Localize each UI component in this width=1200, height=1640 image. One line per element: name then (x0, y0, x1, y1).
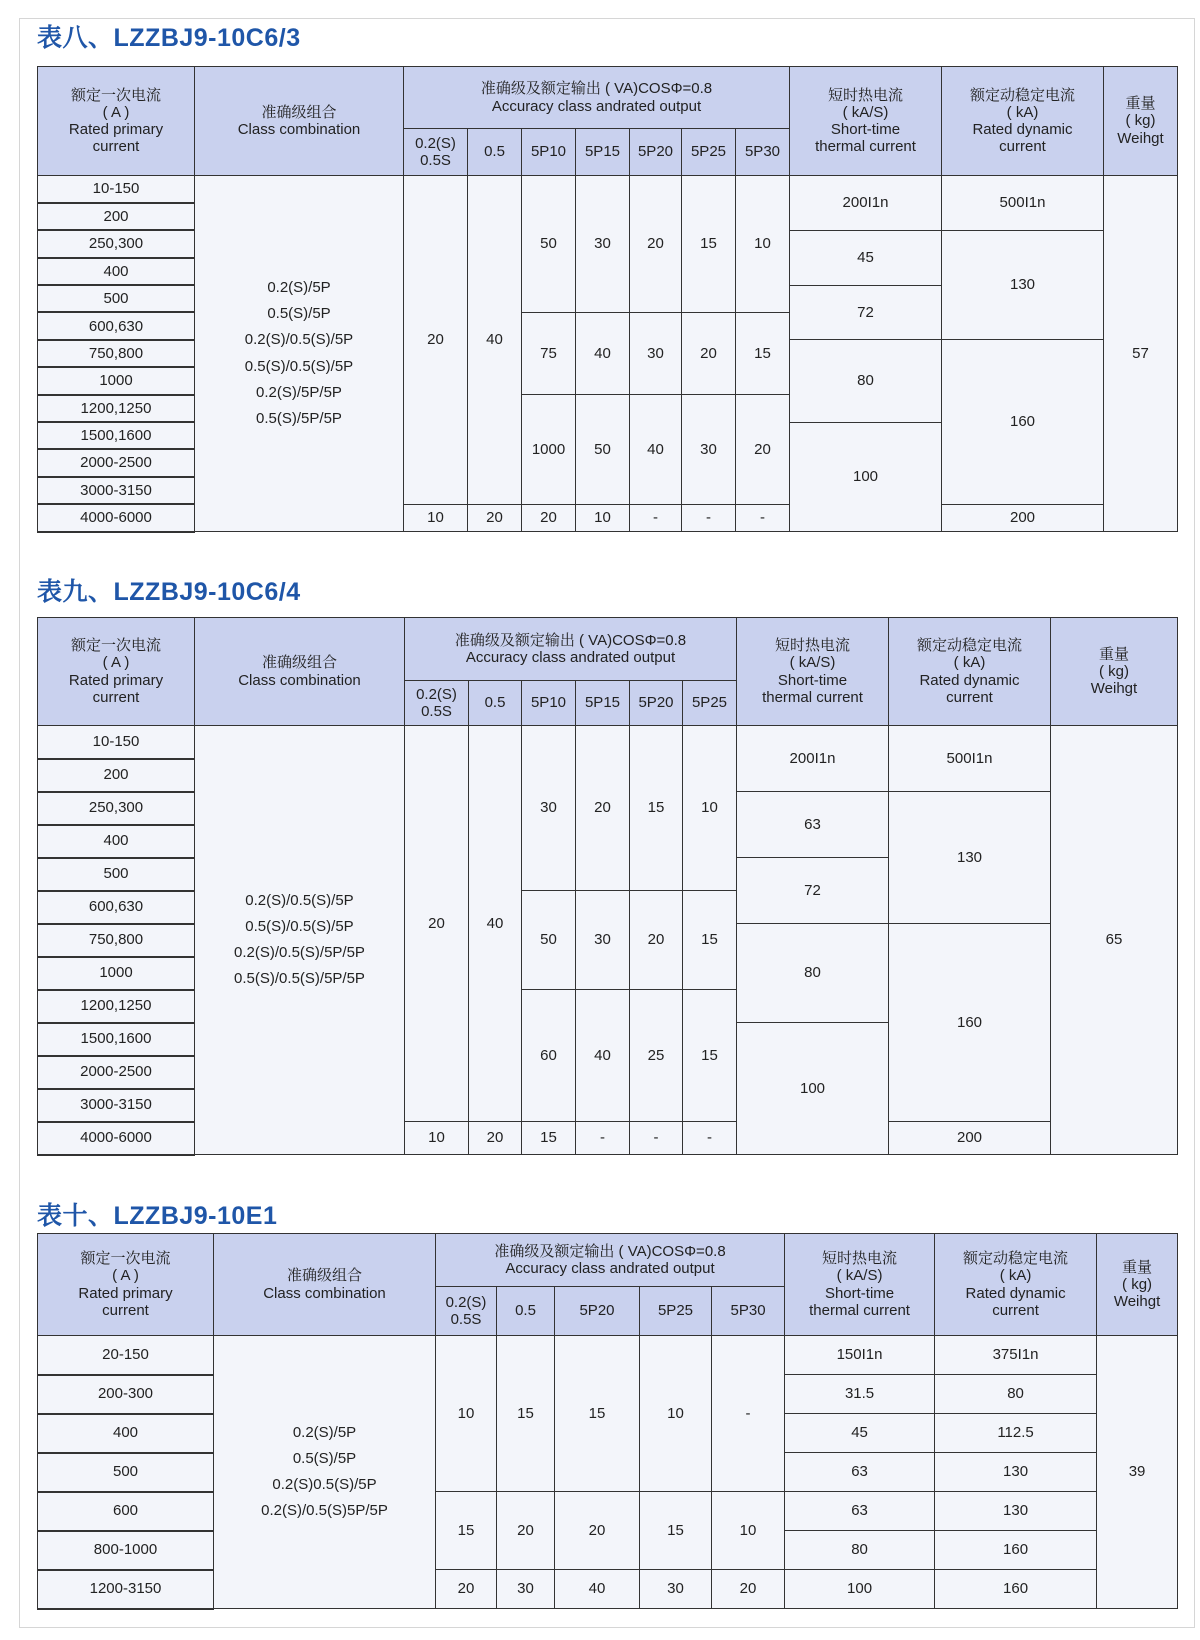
header-accuracy-col-line: 0.2(S) (415, 134, 456, 152)
header-accuracy-col (404, 129, 468, 176)
rated-current-cell: 3000-3150 (38, 477, 195, 504)
accuracy-value-cell: 30 (522, 726, 576, 891)
header-dynamic-current-line: current (992, 1301, 1039, 1319)
header-rated-current-line: current (92, 138, 140, 156)
rated-current-cell: 20-150 (38, 1336, 214, 1375)
header-dynamic-current-line: Rated dynamic (919, 671, 1020, 689)
accuracy-value-cell: 15 (436, 1492, 497, 1570)
header-weight (1104, 67, 1178, 176)
accuracy-value-cell: 20 (736, 395, 790, 505)
accuracy-value-cell: - (712, 1336, 785, 1492)
table-title: 表十、LZZBJ9-10E1 (37, 1202, 278, 1230)
rated-current-cell: 200-300 (38, 1375, 214, 1414)
dynamic-current-cell: 80 (935, 1375, 1097, 1414)
header-accuracy-output-line: 准确级及额定输出 ( VA)COSΦ=0.8 (480, 80, 713, 98)
class-combination-cell-line: 0.5(S)/0.5(S)/5P (244, 357, 354, 375)
header-class-combination (195, 67, 404, 176)
rated-current-cell: 10-150 (38, 176, 195, 203)
rated-current-cell: 500 (38, 285, 195, 312)
rated-current-cell: 1000 (38, 957, 195, 990)
short-time-current-cell: 80 (737, 924, 889, 1023)
header-accuracy-output-line: 准确级及额定输出 ( VA)COSΦ=0.8 (494, 1242, 726, 1260)
header-dynamic-current-line: 额定动稳定电流 (916, 637, 1022, 654)
dynamic-current-cell: 130 (889, 792, 1051, 924)
rated-current-cell: 500 (38, 858, 195, 891)
accuracy-value-cell: 30 (497, 1570, 555, 1609)
header-accuracy-col (405, 681, 469, 726)
accuracy-value-cell: 15 (497, 1336, 555, 1492)
accuracy-value-cell: 20 (404, 176, 468, 505)
header-weight-line: 重量 (1122, 1258, 1153, 1276)
header-dynamic-current-line: Rated dynamic (972, 121, 1073, 138)
dynamic-current-cell: 160 (935, 1570, 1097, 1609)
header-short-time-current-line: ( kA/S) (836, 1267, 883, 1285)
header-accuracy-col: 5P25 (682, 129, 736, 176)
accuracy-value-cell: - (630, 504, 682, 531)
header-rated-current-line: ( A ) (102, 654, 130, 672)
rated-current-cell: 1200,1250 (38, 395, 195, 422)
accuracy-value-cell: 20 (522, 504, 576, 531)
accuracy-value-cell: 15 (630, 726, 683, 891)
rated-current-cell: 10-150 (38, 726, 195, 759)
accuracy-value-cell: 30 (682, 395, 736, 505)
class-combination-cell-line: 0.5(S)/5P (267, 305, 331, 323)
rated-current-cell: 1500,1600 (38, 1023, 195, 1056)
rated-current-cell: 1200,1250 (38, 990, 195, 1023)
class-combination-cell-line: 0.2(S)0.5(S)/5P (272, 1476, 377, 1493)
short-time-current-cell: 63 (785, 1453, 935, 1492)
header-short-time-current-line: thermal current (762, 688, 863, 706)
header-class-combination-line: 准确级组合 (261, 103, 337, 121)
class-combination-cell-line: 0.5(S)/5P (292, 1449, 357, 1467)
header-accuracy-col: 5P15 (576, 681, 630, 726)
accuracy-value-cell: 1000 (522, 395, 576, 505)
table-row (38, 1492, 1178, 1531)
header-accuracy-output (405, 618, 737, 681)
header-accuracy-col-line: 0.5S (421, 703, 452, 720)
header-weight-line: Weihgt (1113, 1293, 1161, 1311)
accuracy-value-cell: 40 (469, 726, 522, 1122)
header-rated-current (38, 1234, 214, 1336)
accuracy-value-cell: 40 (555, 1570, 640, 1609)
table-title: 表九、LZZBJ9-10C6/4 (37, 578, 301, 606)
header-class-combination-line: Class combination (263, 1284, 386, 1302)
accuracy-value-cell: 20 (468, 504, 522, 531)
accuracy-value-cell: 30 (576, 176, 630, 313)
header-short-time-current (737, 618, 889, 726)
class-combination-cell-line: 0.2(S)/0.5(S)/5P (244, 331, 354, 349)
rated-current-cell: 1500,1600 (38, 422, 195, 449)
header-rated-current-line: Rated primary (68, 121, 164, 138)
header-class-combination-line: 准确级组合 (286, 1267, 362, 1285)
spec-table (37, 1233, 1178, 1610)
accuracy-value-cell: 60 (522, 990, 576, 1122)
header-short-time-current-line: 短时热电流 (774, 637, 850, 654)
dynamic-current-cell: 130 (942, 230, 1104, 340)
class-combination-cell-line: 0.2(S)/5P (292, 1423, 357, 1441)
short-time-current-cell: 100 (737, 1023, 889, 1155)
header-rated-current-line: 额定一次电流 (80, 1250, 171, 1267)
accuracy-value-cell: 50 (522, 891, 576, 990)
header-accuracy-output (404, 67, 790, 129)
header-weight-line: Weihgt (1090, 680, 1138, 698)
dynamic-current-cell: 200 (942, 504, 1104, 531)
class-combination-cell (195, 176, 404, 532)
accuracy-value-cell: 20 (436, 1570, 497, 1609)
header-accuracy-col: 5P20 (555, 1287, 640, 1336)
header-class-combination (195, 618, 405, 726)
header-weight-line: ( kg) (1122, 1275, 1153, 1293)
class-combination-cell (195, 726, 405, 1155)
weight-cell: 65 (1051, 726, 1178, 1155)
dynamic-current-cell: 130 (935, 1492, 1097, 1531)
header-accuracy-output-line: 准确级及额定输出 ( VA)COSΦ=0.8 (454, 631, 687, 649)
table-row (38, 1336, 1178, 1375)
header-dynamic-current-line: current (946, 688, 993, 706)
accuracy-value-cell: 20 (630, 891, 683, 990)
header-short-time-current-line: ( kA/S) (842, 103, 889, 121)
weight-cell: 39 (1097, 1336, 1178, 1609)
header-dynamic-current-line: 额定动稳定电流 (963, 1250, 1069, 1267)
header-accuracy-col-line: 0.5S (450, 1311, 482, 1328)
dynamic-current-cell: 130 (935, 1453, 1097, 1492)
header-dynamic-current-line: ( kA) (999, 1267, 1032, 1285)
dynamic-current-cell: 160 (935, 1531, 1097, 1570)
rated-current-cell: 600,630 (38, 891, 195, 924)
rated-current-cell: 2000-2500 (38, 1056, 195, 1089)
short-time-current-cell: 200I1n (737, 726, 889, 792)
rated-current-cell: 200 (38, 203, 195, 230)
dynamic-current-cell: 160 (889, 924, 1051, 1122)
header-short-time-current (785, 1234, 935, 1336)
header-rated-current-line: 额定一次电流 (70, 86, 161, 104)
accuracy-value-cell: 15 (736, 312, 790, 394)
accuracy-value-cell: 30 (640, 1570, 712, 1609)
accuracy-value-cell: 15 (682, 176, 736, 313)
dynamic-current-cell: 200 (889, 1122, 1051, 1155)
class-combination-cell-line: 0.2(S)/5P (267, 278, 331, 296)
header-short-time-current-line: Short-time (777, 671, 848, 689)
header-dynamic-current (935, 1234, 1097, 1336)
accuracy-value-cell: 10 (576, 504, 630, 531)
header-weight-line: ( kg) (1125, 112, 1156, 130)
accuracy-value-cell: 20 (469, 1122, 522, 1155)
header-short-time-current-line: thermal current (809, 1301, 910, 1319)
header-accuracy-col: 5P30 (736, 129, 790, 176)
header-accuracy-col: 5P20 (630, 681, 683, 726)
accuracy-value-cell: 40 (576, 990, 630, 1122)
accuracy-value-cell: 50 (522, 176, 576, 313)
header-rated-current-line: Rated primary (68, 671, 164, 689)
header-dynamic-current-line: ( kA) (953, 654, 986, 672)
header-short-time-current-line: thermal current (815, 138, 916, 156)
accuracy-value-cell: - (682, 504, 736, 531)
header-dynamic-current-line: ( kA) (1006, 103, 1039, 121)
rated-current-cell: 2000-2500 (38, 449, 195, 476)
accuracy-value-cell: 30 (576, 891, 630, 990)
rated-current-cell: 500 (38, 1453, 214, 1492)
header-dynamic-current (889, 618, 1051, 726)
header-accuracy-output-line: Accuracy class andrated output (465, 649, 676, 666)
accuracy-value-cell: 20 (630, 176, 682, 313)
accuracy-value-cell: 20 (712, 1570, 785, 1609)
class-combination-cell-line: 0.5(S)/0.5(S)/5P (245, 917, 354, 935)
header-accuracy-col: 5P30 (712, 1287, 785, 1336)
header-class-combination-line: Class combination (237, 121, 361, 138)
header-rated-current-line: current (92, 688, 140, 706)
header-rated-current (38, 67, 195, 176)
header-short-time-current-line: Short-time (824, 1284, 895, 1302)
accuracy-value-cell: 10 (404, 504, 468, 531)
header-rated-current-line: current (102, 1301, 149, 1319)
header-accuracy-col-line: 0.2(S) (445, 1293, 487, 1311)
dynamic-current-cell: 375I1n (935, 1336, 1097, 1375)
header-rated-current-line: Rated primary (78, 1284, 173, 1302)
accuracy-value-cell: 10 (640, 1336, 712, 1492)
short-time-current-cell: 80 (785, 1531, 935, 1570)
header-accuracy-col: 5P10 (522, 681, 576, 726)
accuracy-value-cell: 75 (522, 312, 576, 394)
short-time-current-cell: 45 (785, 1414, 935, 1453)
header-rated-current-line: 额定一次电流 (70, 637, 161, 654)
accuracy-value-cell: 40 (576, 312, 630, 394)
short-time-current-cell: 200I1n (790, 176, 942, 231)
short-time-current-cell: 63 (737, 792, 889, 858)
rated-current-cell: 3000-3150 (38, 1089, 195, 1122)
accuracy-value-cell: 20 (405, 726, 469, 1122)
header-weight (1097, 1234, 1178, 1336)
rated-current-cell: 250,300 (38, 230, 195, 257)
rated-current-cell: 4000-6000 (38, 1122, 195, 1155)
accuracy-value-cell: 30 (630, 312, 682, 394)
header-accuracy-col (436, 1287, 497, 1336)
header-accuracy-col-line: 0.2(S) (416, 685, 457, 703)
header-accuracy-col-line: 0.5S (420, 152, 451, 169)
header-class-combination-line: 准确级组合 (261, 654, 337, 672)
header-accuracy-col: 5P10 (522, 129, 576, 176)
accuracy-value-cell: 10 (405, 1122, 469, 1155)
rated-current-cell: 600,630 (38, 312, 195, 339)
rated-current-cell: 200 (38, 759, 195, 792)
rated-current-cell: 750,800 (38, 340, 195, 367)
header-short-time-current-line: ( kA/S) (789, 654, 836, 672)
rated-current-cell: 400 (38, 825, 195, 858)
rated-current-cell: 1000 (38, 367, 195, 394)
table-row (38, 176, 1178, 203)
accuracy-value-cell: - (736, 504, 790, 531)
header-dynamic-current-line: 额定动稳定电流 (969, 86, 1075, 104)
header-accuracy-col: 5P20 (630, 129, 682, 176)
rated-current-cell: 400 (38, 258, 195, 285)
header-weight-line: Weihgt (1117, 129, 1164, 147)
accuracy-value-cell: 10 (683, 726, 737, 891)
header-rated-current-line: ( A ) (102, 103, 130, 121)
header-rated-current (38, 618, 195, 726)
header-accuracy-output-line: Accuracy class andrated output (491, 97, 702, 115)
header-short-time-current-line: 短时热电流 (827, 86, 903, 104)
accuracy-value-cell: 15 (683, 891, 737, 990)
header-accuracy-output (436, 1234, 785, 1287)
class-combination-cell-line: 0.2(S)/0.5(S)5P/5P (261, 1502, 388, 1520)
accuracy-value-cell: 20 (682, 312, 736, 394)
header-weight-line: ( kg) (1099, 662, 1129, 680)
accuracy-value-cell: 10 (712, 1492, 785, 1570)
dynamic-current-cell: 500I1n (942, 176, 1104, 231)
header-accuracy-col: 0.5 (469, 681, 522, 726)
class-combination-cell-line: 0.2(S)/0.5(S)/5P/5P (234, 944, 365, 961)
accuracy-value-cell: 20 (555, 1492, 640, 1570)
accuracy-value-cell: 25 (630, 990, 683, 1122)
header-weight-line: 重量 (1098, 645, 1129, 663)
weight-cell: 57 (1104, 176, 1178, 532)
short-time-current-cell: 31.5 (785, 1375, 935, 1414)
rated-current-cell: 400 (38, 1414, 214, 1453)
accuracy-value-cell: 15 (683, 990, 737, 1122)
header-short-time-current-line: Short-time (830, 121, 901, 138)
accuracy-value-cell: 20 (497, 1492, 555, 1570)
header-rated-current-line: ( A ) (112, 1267, 139, 1285)
header-short-time-current-line: 短时热电流 (822, 1250, 898, 1267)
accuracy-value-cell: 10 (736, 176, 790, 313)
short-time-current-cell: 63 (785, 1492, 935, 1531)
accuracy-value-cell: 40 (468, 176, 522, 505)
header-dynamic-current-line: current (999, 138, 1046, 156)
header-short-time-current (790, 67, 942, 176)
accuracy-value-cell: 10 (436, 1336, 497, 1492)
accuracy-value-cell: 15 (640, 1492, 712, 1570)
spec-table (37, 66, 1178, 533)
class-combination-cell-line: 0.2(S)/5P/5P (256, 383, 342, 401)
rated-current-cell: 600 (38, 1492, 214, 1531)
short-time-current-cell: 72 (790, 285, 942, 340)
header-dynamic-current-line: Rated dynamic (965, 1284, 1066, 1302)
header-weight-line: 重量 (1125, 95, 1156, 113)
accuracy-value-cell: - (630, 1122, 683, 1155)
accuracy-value-cell: 50 (576, 395, 630, 505)
header-accuracy-output-line: Accuracy class andrated output (505, 1260, 715, 1277)
short-time-current-cell: 150I1n (785, 1336, 935, 1375)
header-accuracy-col: 0.5 (497, 1287, 555, 1336)
accuracy-value-cell: - (683, 1122, 737, 1155)
accuracy-value-cell: 15 (522, 1122, 576, 1155)
class-combination-cell-line: 0.5(S)/0.5(S)/5P/5P (234, 970, 365, 988)
header-class-combination (214, 1234, 436, 1336)
dynamic-current-cell: 112.5 (935, 1414, 1097, 1453)
short-time-current-cell: 100 (785, 1570, 935, 1609)
short-time-current-cell: 72 (737, 858, 889, 924)
dynamic-current-cell: 160 (942, 340, 1104, 504)
table-row (38, 726, 1178, 759)
header-accuracy-col: 5P25 (683, 681, 737, 726)
header-weight (1051, 618, 1178, 726)
table-row (38, 1570, 1178, 1609)
accuracy-value-cell: - (576, 1122, 630, 1155)
rated-current-cell: 4000-6000 (38, 504, 195, 531)
spec-table (37, 617, 1178, 1156)
table-title: 表八、LZZBJ9-10C6/3 (37, 24, 301, 52)
class-combination-cell-line: 0.2(S)/0.5(S)/5P (245, 891, 354, 909)
header-accuracy-col: 5P15 (576, 129, 630, 176)
header-accuracy-col: 0.5 (468, 129, 522, 176)
rated-current-cell: 800-1000 (38, 1531, 214, 1570)
accuracy-value-cell: 40 (630, 395, 682, 505)
header-dynamic-current (942, 67, 1104, 176)
short-time-current-cell: 80 (790, 340, 942, 422)
header-class-combination-line: Class combination (238, 671, 361, 689)
short-time-current-cell: 100 (790, 422, 942, 532)
accuracy-value-cell: 15 (555, 1336, 640, 1492)
rated-current-cell: 750,800 (38, 924, 195, 957)
rated-current-cell: 1200-3150 (38, 1570, 214, 1609)
header-accuracy-col: 5P25 (640, 1287, 712, 1336)
class-combination-cell-line: 0.5(S)/5P/5P (256, 410, 342, 428)
dynamic-current-cell: 500I1n (889, 726, 1051, 792)
accuracy-value-cell: 20 (576, 726, 630, 891)
rated-current-cell: 250,300 (38, 792, 195, 825)
class-combination-cell (214, 1336, 436, 1609)
short-time-current-cell: 45 (790, 230, 942, 285)
